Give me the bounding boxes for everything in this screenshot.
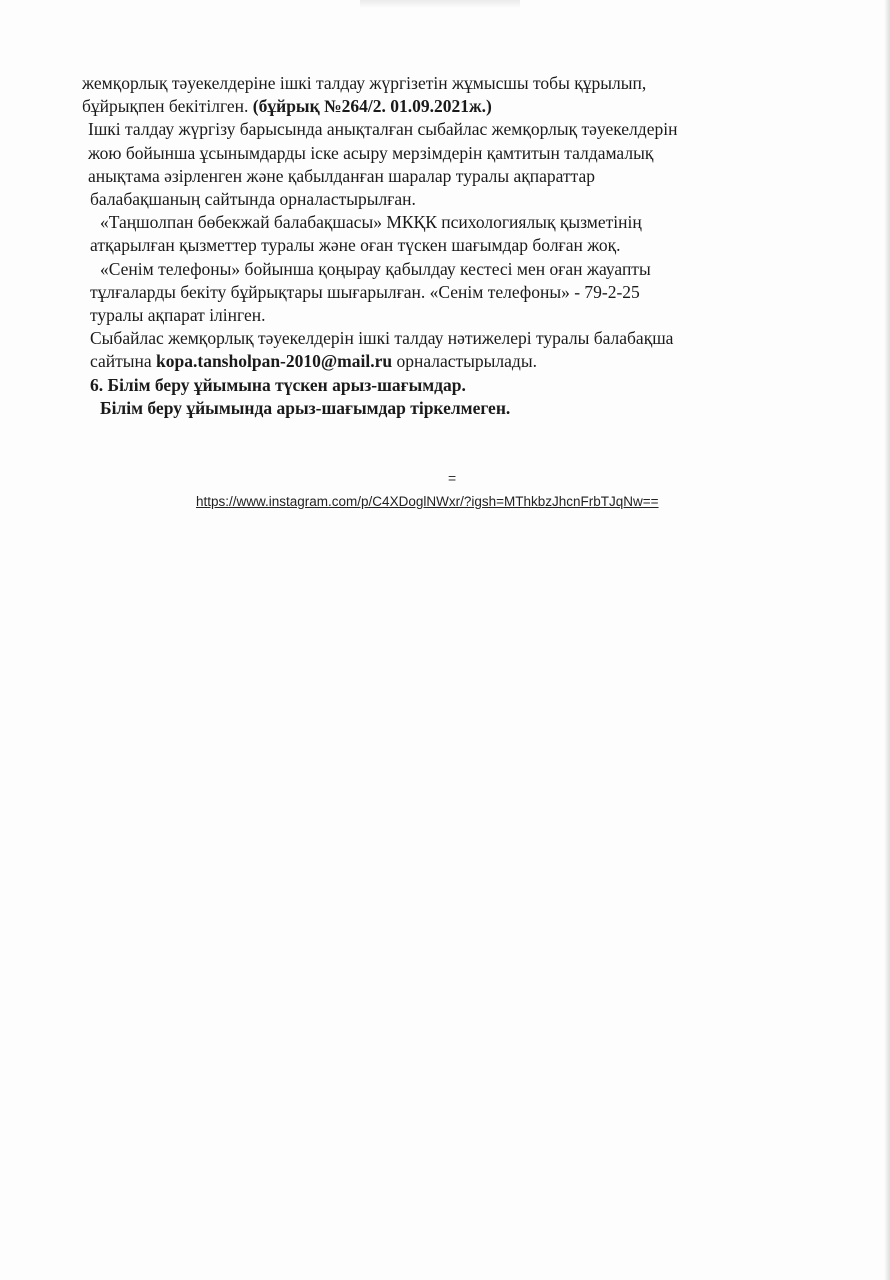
p1-line1: жемқорлық тәуекелдеріне ішкі талдау жүргізетін жұмысшы тобы құрылып, [82, 73, 647, 93]
order-reference: (бұйрық №264/2. 01.09.2021ж.) [252, 96, 492, 117]
p3-line2: атқарылған қызметтер туралы және оған түскен шағымдар болған жоқ. [90, 235, 621, 256]
p4-line2: тұлғаларды бекіту бұйрықтары шығарылған. «Сенім телефоны» - 79-2-25 [90, 281, 640, 302]
p1-line2-text: бұйрықпен бекітілген. [82, 96, 253, 117]
p3-line1: «Таңшолпан бөбекжай балабақшасы» МКҚК психологиялық қызметінің [100, 212, 642, 233]
p5-line2-after: орналастырылады. [392, 351, 537, 372]
p5-line1: Сыбайлас жемқорлық тәуекелдерін ішкі талдау нәтижелері туралы балабақша [90, 328, 674, 349]
scan-smudge [360, 0, 520, 8]
p1-line2 [80, 95, 840, 118]
p2-line1: Ішкі талдау жүргізу барысында анықталған сыбайлас жемқорлық тәуекелдерін [88, 119, 678, 140]
p2-line3: анықтама әзірленген және қабылданған шаралар туралы ақпараттар [88, 165, 595, 186]
scan-edge-shadow [884, 0, 890, 1280]
instagram-link[interactable]: https://www.instagram.com/p/C4XDoglNWxr/?igsh=MThkbzJhcnFrbTJqNw== [196, 494, 659, 509]
section-6-statement: Білім беру ұйымында арыз-шағымдар тіркелмеген. [100, 397, 511, 418]
document-body [80, 72, 840, 420]
section-6-heading: 6. Білім беру ұйымына түскен арыз-шағымдар. [90, 374, 466, 395]
p4-line3: туралы ақпарат ілінген. [90, 305, 266, 326]
p5-line2-before: сайтына [90, 351, 157, 372]
email-address: kopa.tansholpan-2010@mail.ru [156, 351, 393, 372]
separator-mark: = [448, 470, 457, 486]
p2-line4: балабақшаның сайтында орналастырылған. [90, 189, 416, 210]
p5-line2 [80, 350, 840, 373]
p2-line2: жою бойынша ұсынымдарды іске асыру мерзімдерін қамтитын талдамалық [88, 142, 654, 163]
p4-line1: «Сенім телефоны» бойынша қоңырау қабылдау кестесі мен оған жауапты [100, 258, 651, 279]
